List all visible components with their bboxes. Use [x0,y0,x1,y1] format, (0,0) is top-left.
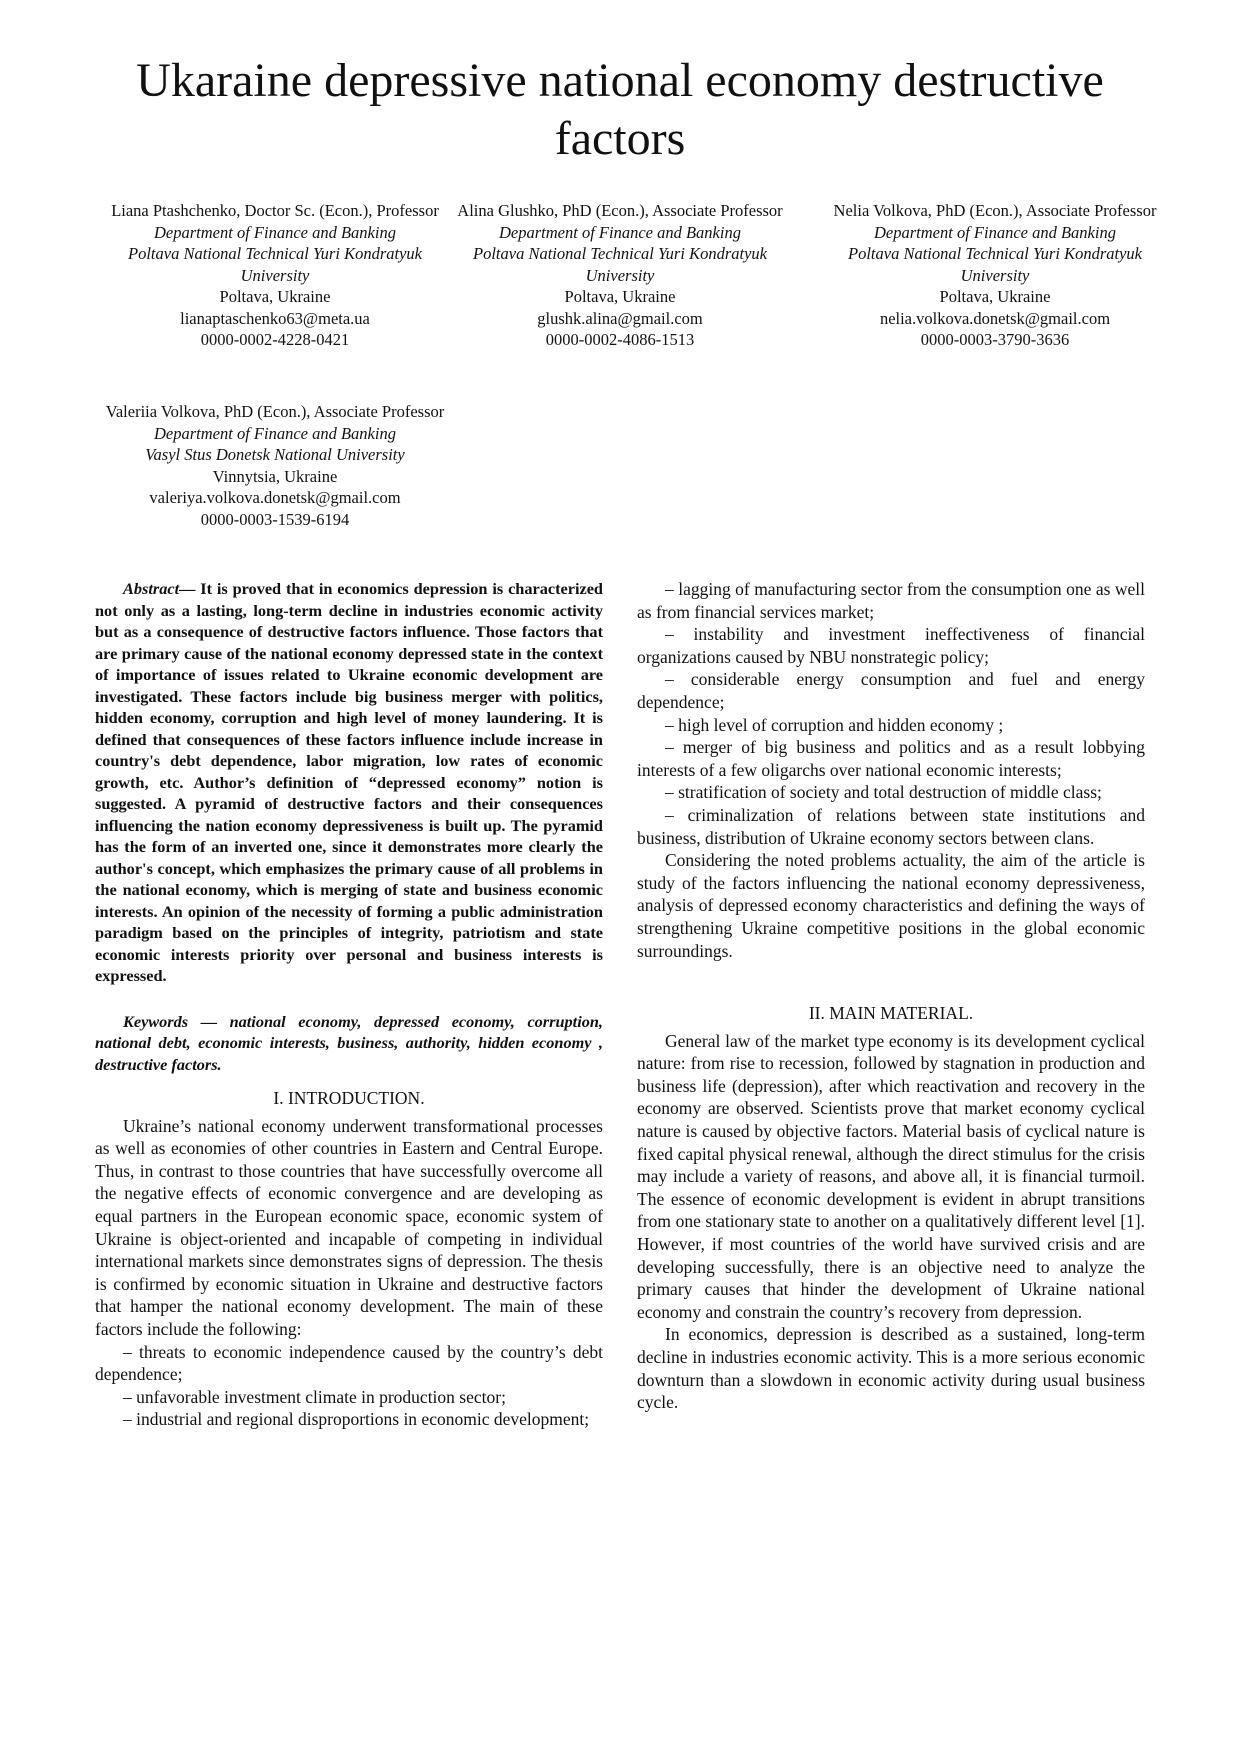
list-item: – criminalization of relations between state institutions and business, distribution of Ukraine economy sectors between clans. [637,804,1145,848]
list-item: – industrial and regional disproportions in economic development; [123,1409,590,1430]
keywords: Keywords — national economy, depressed economy, corruption, national debt, economic interests, business, authority, hidden economy , destructive factors. [95,1011,603,1074]
list-item: – high level of corruption and hidden economy ; [665,714,1004,735]
author-orcid: 0000-0002-4086-1513 [545,330,695,349]
author-block-2 [450,200,790,351]
author-city: Poltava, Ukraine [219,287,331,306]
list-item: – stratification of society and total destruction of middle class; [665,782,1102,803]
paragraph: In economics, depression is described as a sustained, long-term decline in industries economic activity. This is a more serious economic downturn than a slowdown in economic activity during usual business cycle. [637,1324,1145,1413]
paper-title: Ukaraine depressive national economy destructive factors [136,54,1104,165]
section-heading-introduction: I. INTRODUCTION. [273,1088,425,1108]
author-university: Poltava National Technical Yuri Kondratyuk University [473,244,767,285]
author-orcid: 0000-0002-4228-0421 [200,330,350,349]
author-name: Alina Glushko, PhD (Econ.), Associate Professor [457,201,783,220]
abstract-label: Abstract [123,579,180,598]
author-email[interactable]: nelia.volkova.donetsk@gmail.com [879,308,1111,328]
author-orcid: 0000-0003-1539-6194 [200,509,350,529]
author-city: Poltava, Ukraine [564,287,676,306]
author-university: Vasyl Stus Donetsk National University [145,445,405,464]
author-email[interactable]: lianaptaschenko63@meta.ua [180,308,370,328]
list-item: – threats to economic independence caused by the country’s debt dependence; [95,1341,603,1385]
paragraph: General law of the market type economy is its development cyclical nature: from rise to recession, followed by stagnation in production and business life (depression), after which reactivation and recovery in the economy are observed. Scientists prove that market economy cyclical nature is caused by objective factors. Material basis of cyclical nature is fixed capital physical renewal, although the direct stimulus for the crisis may include a variety of reasons, and above all, it is financial turmoil. The essence of economic development is evident in abrupt transitions from one stationary state to another on a qualitatively different level [1]. However, if most countries of the world have survived crisis and are developing successfully, there is an objective need to analyze the primary causes that hinder the development of Ukraine national economy and constrain the country’s recovery from depression. [637,1030,1145,1322]
author-name: Liana Ptashchenko, Doctor Sc. (Econ.), Professor [111,201,439,220]
author-name: Valeriia Volkova, PhD (Econ.), Associate Professor [105,402,445,421]
left-column [95,578,603,1431]
list-item: – merger of big business and politics and as a result lobbying interests of a few oligarchs over national economic interests; [637,737,1145,780]
author-university: Poltava National Technical Yuri Kondratyuk University [128,244,422,285]
list-item: – unfavorable investment climate in production sector; [123,1386,506,1407]
author-block-3 [825,200,1165,351]
paragraph: Ukraine’s national economy underwent transformational processes as well as economies of other countries in Eastern and Central Europe. Thus, in contrast to those countries that have successfully overcome all the negative effects of economic convergence and are developing as equal partners in the European economic space, economic system of Ukraine is object-oriented and incapable of competing in individual international markets since demonstrates signs of depression. The thesis is confirmed by economic situation in Ukraine and destructive factors that hamper the national economy development. The main of these factors include the following: [95,1115,603,1339]
author-department: Department of Finance and Banking [874,222,1116,242]
author-city: Poltava, Ukraine [939,287,1051,306]
right-column [637,578,1145,1414]
author-university: Poltava National Technical Yuri Kondratyuk University [848,244,1142,285]
list-item: – instability and investment ineffectiveness of financial organizations caused by NBU nonstrategic policy; [637,624,1145,667]
list-item: – considerable energy consumption and fuel and energy dependence; [637,669,1145,712]
author-block-4 [105,401,445,530]
author-orcid: 0000-0003-3790-3636 [920,330,1070,349]
paragraph: Considering the noted problems actuality, the aim of the article is study of the factors influencing the national economy depressiveness, analysis of depressed economy characteristics and defining the ways of strengthening Ukraine competitive positions in the global economic surroundings. [637,850,1145,961]
abstract-text: — It is proved that in economics depression is characterized not only as a lasting, long-term decline in industries economic activity but as a consequence of destructive factors influence. Those factors that are primary cause of the national economy depressed state in the context of importance of issues related to Ukraine economic development are investigated. These factors include big business merger with politics, hidden economy, corruption and high level of money laundering. It is defined that consequences of these factors influence include increase in country's debt dependence, labor migration, low rates of economic growth, etc. Author’s definition of “depressed economy” notion is suggested. A pyramid of destructive factors and their consequences influencing the nation economy depressiveness is built up. The pyramid has the form of an inverted one, since it demonstrates more clearly the author's concept, which emphasizes the primary cause of all problems in the national economy, which is merging of state and business economic interests. An opinion of the necessity of forming a public administration paradigm based on the principles of integrity, patriotism and state economic interests priority over personal and business interests is expressed. [95,579,603,985]
author-department: Department of Finance and Banking [154,222,396,242]
author-city: Vinnytsia, Ukraine [212,466,338,486]
author-email[interactable]: glushk.alina@gmail.com [537,308,703,328]
author-block-1 [105,200,445,351]
section-heading-main-material: II. MAIN MATERIAL. [808,1003,974,1024]
abstract [95,578,603,987]
author-department: Department of Finance and Banking [154,423,396,443]
author-email[interactable]: valeriya.volkova.donetsk@gmail.com [149,488,401,507]
list-item: – lagging of manufacturing sector from the consumption one as well as from financial services market; [637,579,1145,622]
author-department: Department of Finance and Banking [499,222,741,242]
author-name: Nelia Volkova, PhD (Econ.), Associate Professor [833,201,1157,220]
